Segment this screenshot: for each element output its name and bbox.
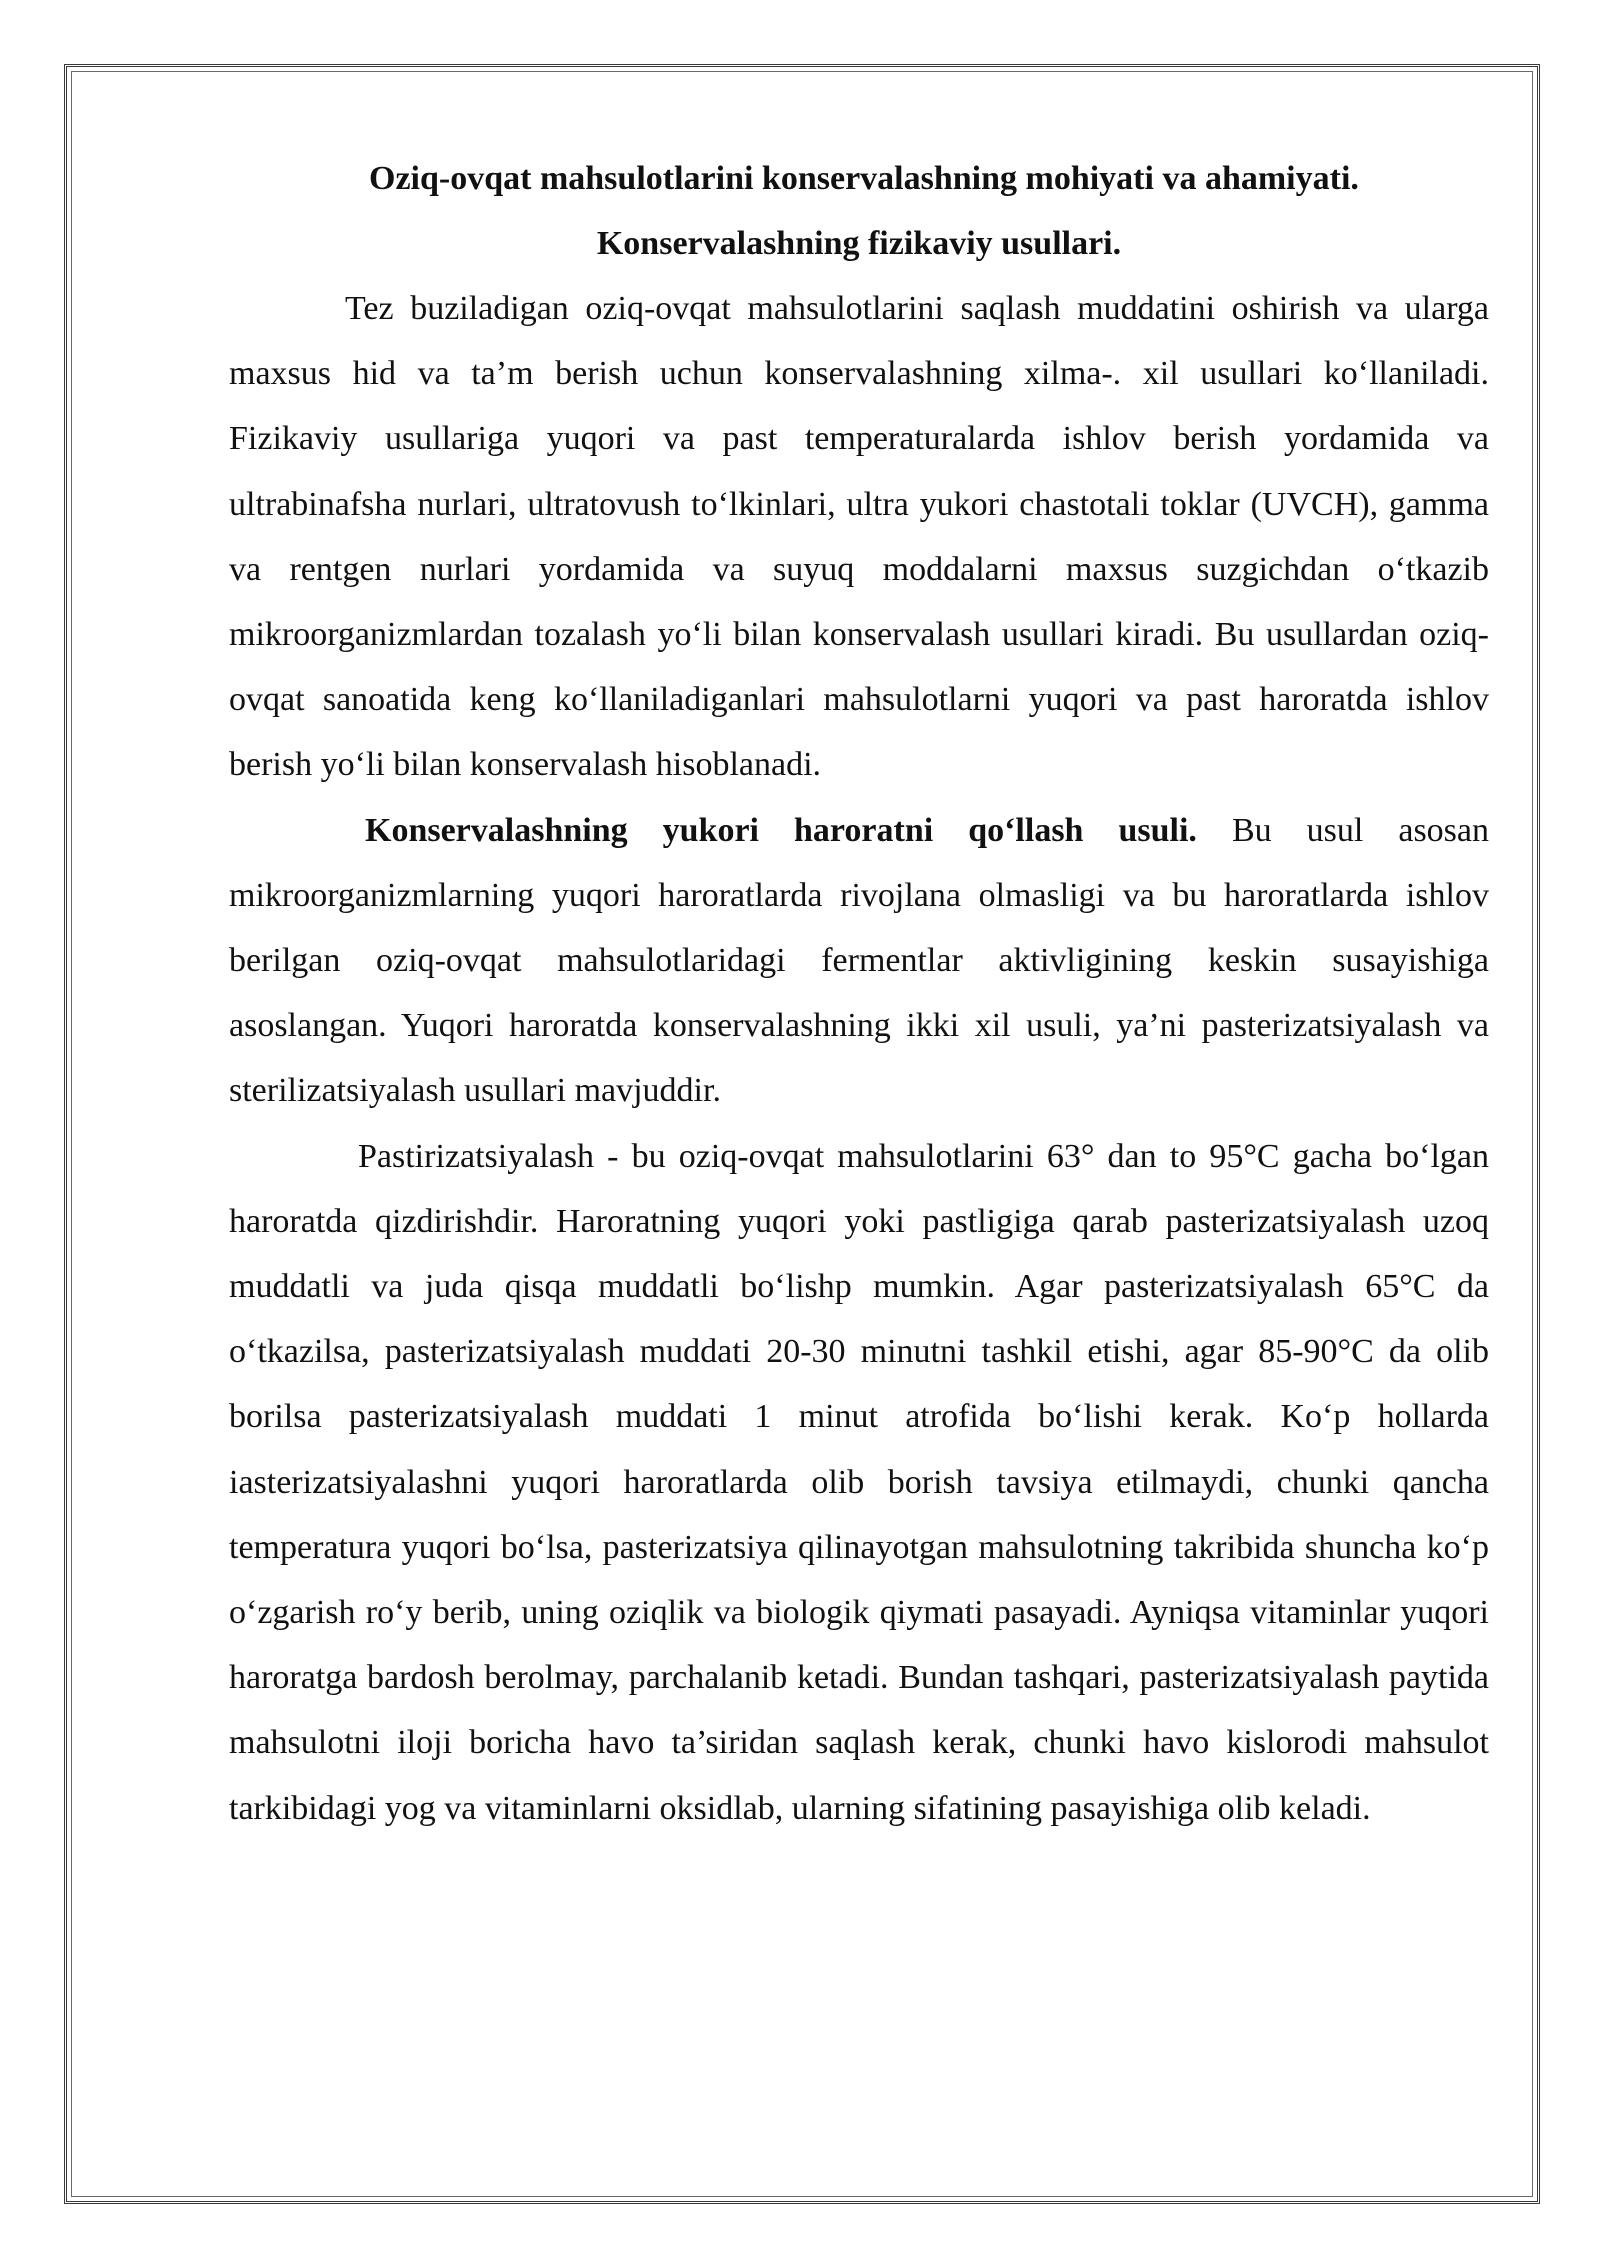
paragraph-lead-heading: Konservalashning yukori haroratni qo‘llash usuli.: [365, 811, 1197, 849]
paragraph-high-temperature-text: Bu usul asosan mikroorganizmlarning yuqori haroratlarda rivojlana olmasligi va bu haroratlarda ishlov berilgan oziq-ovqat mahsulotlaridagi fermentlar aktivligining keskin susayishiga asoslangan. Yuqori haroratda konservalashning ikki xil usuli, ya’ni pasterizatsiyalash va sterilizatsiyalash usullari mavjuddir.: [229, 811, 1490, 1110]
document-subtitle: Konservalashning fizikaviy usullari.: [596, 225, 1122, 262]
paragraph-intro-text: Tez buziladigan oziq-ovqat mahsulotlarini saqlash muddatini oshirish va ularga maxsus hid va ta’m berish uchun konservalashning xilma-. xil usullari ko‘llaniladi. Fizikaviy usullariga yuqori va past temperaturalarda ishlov berish yordamida va ultrabinafsha nurlari, ultratovush to‘lkinlari, ultra yukori chastotali toklar (UVCH), gamma va rentgen nurlari yordamida va suyuq moddalarni maxsus suzgichdan o‘tkazib mikroorganizmlardan tozalash yo‘li bilan konservalash usullari kiradi. Bu usullardan oziq-ovqat sanoatida keng ko‘llaniladiganlari mahsulotlarni yuqori va past haroratda ishlov berish yo‘li bilan konservalash hisoblanadi.: [229, 290, 1489, 784]
paragraph-intro: [229, 276, 1489, 798]
paragraph-pasteurization-text: Pastirizatsiyalash - bu oziq-ovqat mahsulotlarini 63° dan to 95°C gacha bo‘lgan haroratda qizdirishdir. Haroratning yuqori yoki pastligiga qarab pasterizatsiyalash uzoq muddatli va juda qisqa muddatli bo‘lishp mumkin. Agar pasterizatsiyalash 65°C da o‘tkazilsa, pasterizatsiyalash muddati 20-30 minutni tashkil etishi, agar 85-90°C da olib borilsa pasterizatsiyalash muddati 1 minut atrofida bo‘lishi kerak. Ko‘p hollarda iasterizatsiyalashni yuqori haroratlarda olib borish tavsiya etilmaydi, chunki qancha temperatura yuqori bo‘lsa, pasterizatsiya qilinayotgan mahsulotning takribida shuncha ko‘p o‘zgarish ro‘y berib, uning oziqlik va biologik qiymati pasayadi. Ayniqsa vitaminlar yuqori haroratga bardosh berolmay, parchalanib ketadi. Bundan tashqari, pasterizatsiyalash paytida mahsulotni iloji boricha havo ta’siridan saqlash kerak, chunki havo kislorodi mahsulot tarkibidagi yog va vitaminlarni oksidlab, ularning sifatining pasayishiga olib keladi.: [229, 1137, 1489, 1827]
paragraph-high-temperature: [229, 798, 1489, 1124]
document-body: [229, 146, 1489, 1841]
document-title: Oziq-ovqat mahsulotlarini konservalashning mohiyati va ahamiyati.: [369, 160, 1359, 197]
paragraph-pasteurization: [229, 1124, 1489, 1841]
